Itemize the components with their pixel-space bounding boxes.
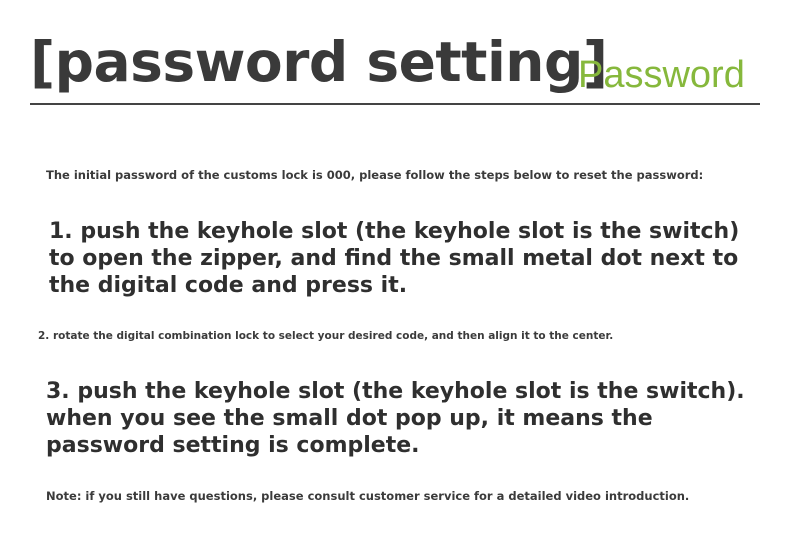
step-1-line: 1. push the keyhole slot (the keyhole slot is the switch) bbox=[49, 219, 740, 244]
step-1-line: to open the zipper, and find the small metal dot next to bbox=[49, 246, 739, 271]
header-divider bbox=[30, 103, 760, 105]
step-3-line: when you see the small dot pop up, it means the bbox=[46, 406, 653, 431]
step-1-text bbox=[49, 218, 739, 299]
page-title: [password setting] bbox=[30, 30, 608, 94]
step-1-line: the digital code and press it. bbox=[49, 273, 408, 298]
page-subtitle: Password bbox=[578, 54, 745, 96]
step-3-line: password setting is complete. bbox=[46, 433, 420, 458]
intro-text: The initial password of the customs lock is 000, please follow the steps below to reset the password: bbox=[46, 168, 704, 182]
step-3-text bbox=[46, 378, 745, 459]
step-2-text: 2. rotate the digital combination lock to select your desired code, and then align it to the center. bbox=[38, 330, 614, 342]
note-text: Note: if you still have questions, please consult customer service for a detailed video introduction. bbox=[46, 489, 690, 503]
step-3-line: 3. push the keyhole slot (the keyhole slot is the switch). bbox=[46, 379, 745, 404]
